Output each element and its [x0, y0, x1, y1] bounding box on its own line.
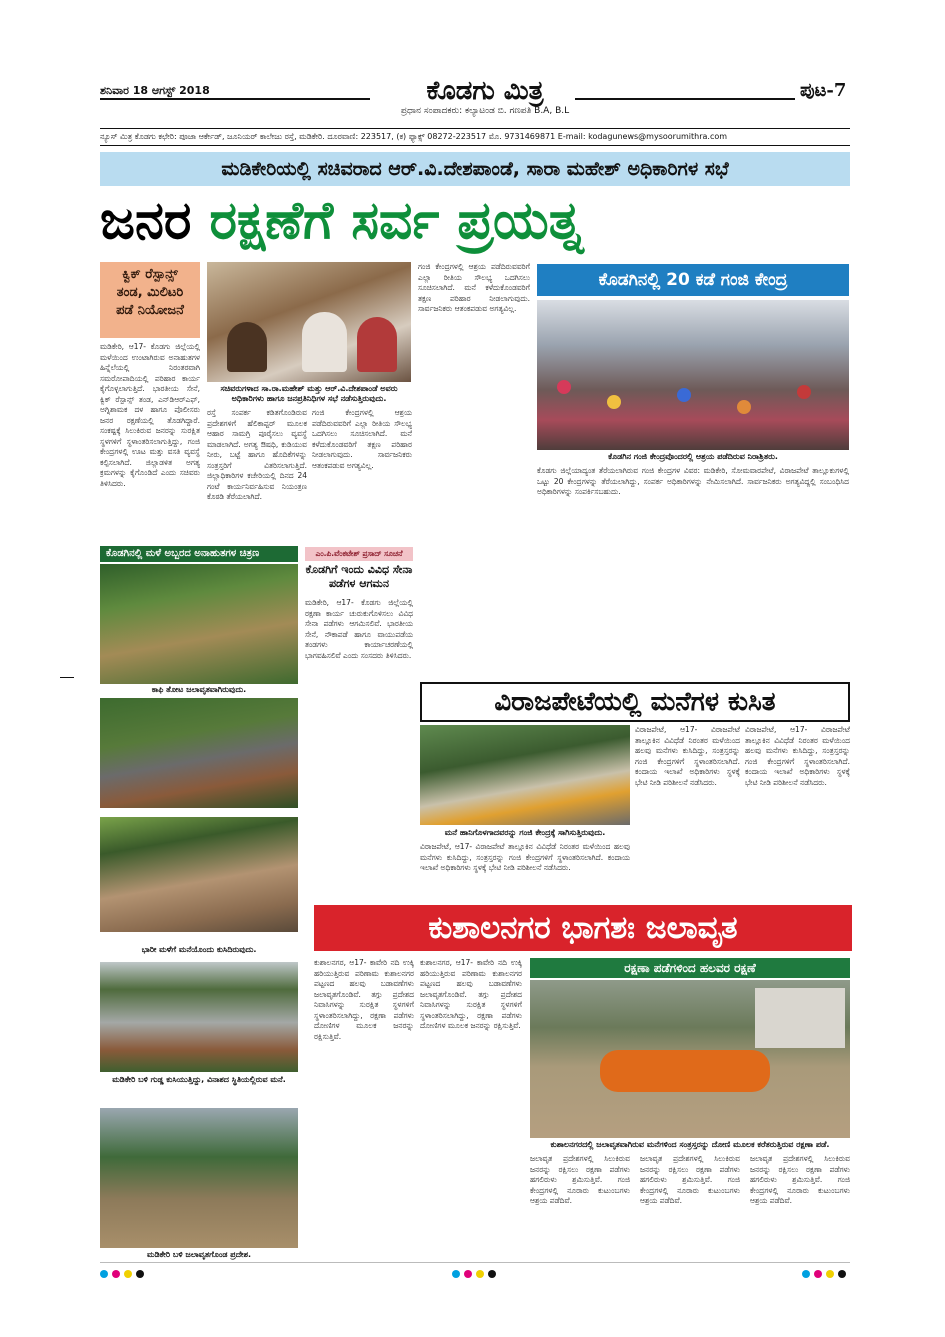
side-headline-line-3: ಪಡೆ ನಿಯೋಜನೆ [116, 303, 184, 318]
house-rubble-photo [100, 817, 298, 932]
article-column-8c: ಜಲಾವೃತ ಪ್ರದೇಶಗಳಲ್ಲಿ ಸಿಲುಕಿರುವ ಜನರನ್ನು ರಕ್ಷಿಸಲು ರಕ್ಷಣಾ ಪಡೆಗಳು ಹಗಲಿರುಳು ಶ್ರಮಿಸುತ್ತಿವೆ. ಗಂಜಿ ಕೇಂದ್ರಗಳಲ್ಲಿ ನೂರಾರು ಕುಟುಂಬಗಳು ಆಶ್ರಯ ಪಡೆದಿವೆ. [750, 1154, 850, 1205]
registration-mark-icon [826, 1270, 834, 1278]
side-headline-line-1: ಕ್ವಿಕ್ ರೆಸ್ಪಾನ್ಸ್ [122, 267, 178, 282]
registration-mark-icon [814, 1270, 822, 1278]
article-column-8: ಜಲಾವೃತ ಪ್ರದೇಶಗಳಲ್ಲಿ ಸಿಲುಕಿರುವ ಜನರನ್ನು ರಕ್ಷಿಸಲು ರಕ್ಷಣಾ ಪಡೆಗಳು ಹಗಲಿರುಳು ಶ್ರಮಿಸುತ್ತಿವೆ. ಗಂಜಿ ಕೇಂದ್ರಗಳಲ್ಲಿ ನೂರಾರು ಕುಟುಂಬಗಳು ಆಶ್ರಯ ಪಡೆದಿವೆ. [530, 1154, 630, 1205]
kushalnagar-headline: ಕುಶಾಲನಗರ ಭಾಗಶಃ ಜಲಾವೃತ [314, 905, 852, 951]
issue-date: ಶನಿವಾರ 18 ಆಗಸ್ಟ್ 2018 [100, 84, 210, 97]
flood-caption: ಮಡಿಕೇರಿ ಬಳಿ ಜಲಾವೃತಗೊಂಡ ಪ್ರದೇಶ. [146, 1250, 251, 1259]
person-figure [227, 322, 267, 372]
person-figure [557, 380, 571, 394]
registration-mark-icon [838, 1270, 846, 1278]
person-figure [607, 395, 621, 409]
registration-mark-icon [452, 1270, 460, 1278]
side-headline-line-2: ತಂಡ, ಮಿಲಿಟರಿ [116, 285, 184, 300]
article-column-3: ಗಂಜಿ ಕೇಂದ್ರಗಳಲ್ಲಿ ಆಶ್ರಯ ಪಡೆದಿರುವವರಿಗೆ ಎಲ್ಲಾ ರೀತಿಯ ಸೌಲಭ್ಯ ಒದಗಿಸಲು ಸೂಚಿಸಲಾಗಿದೆ. ಮನೆ ಕಳೆದುಕೊಂಡವರಿಗೆ ತಕ್ಷಣ ಪರಿಹಾರ ನೀಡಲಾಗುವುದು. ಸಾರ್ವಜನಿಕರು ಆತಂಕಪಡುವ ಅಗತ್ಯವಿಲ್ಲ. [312, 408, 412, 470]
coffee-estate-photo [100, 564, 298, 684]
house-shape [755, 988, 845, 1048]
crop-mark [60, 677, 74, 678]
person-figure [357, 317, 397, 372]
relief-caption: ಕೊಡಗಿನ ಗಂಜಿ ಕೇಂದ್ರವೊಂದರಲ್ಲಿ ಆಶ್ರಯ ಪಡೆದಿರುವ ನಿರಾಶ್ರಿತರು. [608, 452, 778, 461]
rescue-forces-header: ರಕ್ಷಣಾ ಪಡೆಗಳಿಂದ ಹಲವರ ರಕ್ಷಣೆ [530, 958, 850, 978]
person-figure [797, 385, 811, 399]
boat-rescue-photo [530, 980, 850, 1138]
main-headline [100, 188, 850, 254]
registration-mark-icon [488, 1270, 496, 1278]
article-column-6b: ವಿರಾಜಪೇಟೆ, ಆ17- ವಿರಾಜಪೇಟೆ ತಾಲ್ಲೂಕಿನ ವಿವಿಧೆಡೆ ನಿರಂತರ ಮಳೆಯಿಂದ ಹಲವು ಮನೆಗಳು ಕುಸಿದಿದ್ದು, ಸಂತ್ರಸ್ತರನ್ನು ಗಂಜಿ ಕೇಂದ್ರಗಳಿಗೆ ಸ್ಥಳಾಂತರಿಸಲಾಗಿದೆ. ಕಂದಾಯ ಇಲಾಖೆ ಅಧಿಕಾರಿಗಳು ಸ್ಥಳಕ್ಕೆ ಭೇಟಿ ನೀಡಿ ಪರಿಶೀಲನೆ ನಡೆಸಿದರು. [745, 725, 850, 787]
editor-line: ಪ್ರಧಾನ ಸಂಪಾದಕರು: ಕಲ್ಯಾಟಂಡ ಬಿ. ಗಣಪತಿ B.A, B.L [400, 106, 570, 116]
army-arrival-headline: ಕೊಡಗಿಗೆ ಇಂದು ವಿವಿಧ ಸೇನಾ ಪಡೆಗಳ ಆಗಮನ [305, 563, 413, 590]
boat-caption: ಕುಶಾಲನಗರದಲ್ಲಿ ಜಲಾವೃತವಾಗಿರುವ ಮನೆಗಳಿಂದ ಸಂತ್ರಸ್ತರನ್ನು ದೋಣಿ ಮೂಲಕ ಕರೆತರುತ್ತಿರುವ ರಕ್ಷಣಾ ಪಡೆ. [550, 1140, 830, 1149]
header-rule-right [575, 98, 795, 100]
registration-mark-icon [802, 1270, 810, 1278]
meeting-caption: ಸಚಿವರುಗಳಾದ ಸಾ.ರಾ.ಮಹೇಶ್ ಮತ್ತು ಆರ್.ವಿ.ದೇಶಪಾಂಡೆ ಅವರು ಅಧಿಕಾರಿಗಳು ಹಾಗೂ ಜನಪ್ರತಿನಿಧಿಗಳ ಸಭೆ ನಡೆಸುತ್ತಿರುವುದು. [220, 384, 398, 403]
person-figure [302, 312, 347, 372]
headline-part-2: ರಕ್ಷಣೆಗೆ ಸರ್ವ ಪ್ರಯತ್ನ [209, 191, 584, 251]
house-caption: ಮಡಿಕೇರಿ ಬಳಿ ಗುಡ್ಡ ಕುಸಿಯುತ್ತಿದ್ದು, ವಿನಾಶದ ಸ್ಥಿತಿಯಲ್ಲಿರುವ ಮನೆ. [112, 1075, 286, 1084]
mp-instruction-tag: ಎಂ.ಪಿ.ವೆಂಕಟೇಶ್ ಪ್ರಸಾದ್ ಸೂಚನೆ [305, 547, 413, 561]
relief-centre-list: ಕೊಡಗು ಜಿಲ್ಲೆಯಾದ್ಯಂತ ತೆರೆಯಲಾಗಿರುವ ಗಂಜಿ ಕೇಂದ್ರಗಳ ವಿವರ: ಮಡಿಕೇರಿ, ಸೋಮವಾರಪೇಟೆ, ವಿರಾಜಪೇಟೆ ತಾಲ್ಲೂಕುಗಳಲ್ಲಿ ಒಟ್ಟು 20 ಕೇಂದ್ರಗಳನ್ನು ತೆರೆಯಲಾಗಿದ್ದು, ಸಂಪರ್ಕ ಅಧಿಕಾರಿಗಳನ್ನು ನೇಮಿಸಲಾಗಿದೆ. ಸಾರ್ವಜನಿಕರು ಅಗತ್ಯವಿದ್ದಲ್ಲಿ ಸಂಬಂಧಿಸಿದ ಅಧಿಕಾರಿಗಳನ್ನು ಸಂಪರ್ಕಿಸಬಹುದು. [537, 466, 849, 496]
rain-disasters-header: ಕೊಡಗಿನಲ್ಲಿ ಮಳೆ ಅಬ್ಬರದ ಅನಾಹುತಗಳ ಚಿತ್ರಣ [100, 546, 298, 562]
masthead-logo: ಕೊಡಗು ಮಿತ್ರ [426, 76, 544, 106]
landslide-house-photo [100, 962, 298, 1072]
road-collapse-photo [100, 698, 298, 808]
article-column-6: ವಿರಾಜಪೇಟೆ, ಆ17- ವಿರಾಜಪೇಟೆ ತಾಲ್ಲೂಕಿನ ವಿವಿಧೆಡೆ ನಿರಂತರ ಮಳೆಯಿಂದ ಹಲವು ಮನೆಗಳು ಕುಸಿದಿದ್ದು, ಸಂತ್ರಸ್ತರನ್ನು ಗಂಜಿ ಕೇಂದ್ರಗಳಿಗೆ ಸ್ಥಳಾಂತರಿಸಲಾಗಿದೆ. ಕಂದಾಯ ಇಲಾಖೆ ಅಧಿಕಾರಿಗಳು ಸ್ಥಳಕ್ಕೆ ಭೇಟಿ ನೀಡಿ ಪರಿಶೀಲನೆ ನಡೆಸಿದರು. [635, 725, 740, 787]
article-column-7: ಕುಶಾಲನಗರ, ಆ17- ಕಾವೇರಿ ನದಿ ಉಕ್ಕಿ ಹರಿಯುತ್ತಿರುವ ಪರಿಣಾಮ ಕುಶಾಲನಗರ ಪಟ್ಟಣದ ಹಲವು ಬಡಾವಣೆಗಳು ಜಲಾವೃತಗೊಂಡಿವೆ. ತಗ್ಗು ಪ್ರದೇಶದ ನಿವಾಸಿಗಳನ್ನು ಸುರಕ್ಷಿತ ಸ್ಥಳಗಳಿಗೆ ಸ್ಥಳಾಂತರಿಸಲಾಗಿದ್ದು, ರಕ್ಷಣಾ ಪಡೆಗಳು ದೋಣಿಗಳ ಮೂಲಕ ಜನರನ್ನು ರಕ್ಷಿಸುತ್ತಿವೆ. [314, 958, 414, 1041]
registration-mark-icon [112, 1270, 120, 1278]
footer-rule [100, 1262, 850, 1263]
headline-part-1: ಜನರ [100, 191, 192, 251]
header-rule-left [100, 98, 370, 100]
registration-mark-icon [136, 1270, 144, 1278]
side-headline [100, 262, 200, 338]
rescue-caption: ಮನೆ ಹಾನಿಗೊಳಗಾದವರನ್ನು ಗಂಜಿ ಕೇಂದ್ರಕ್ಕೆ ಸಾಗಿಸುತ್ತಿರುವುದು. [444, 828, 606, 837]
article-column-7b: ಕುಶಾಲನಗರ, ಆ17- ಕಾವೇರಿ ನದಿ ಉಕ್ಕಿ ಹರಿಯುತ್ತಿರುವ ಪರಿಣಾಮ ಕುಶಾಲನಗರ ಪಟ್ಟಣದ ಹಲವು ಬಡಾವಣೆಗಳು ಜಲಾವೃತಗೊಂಡಿವೆ. ತಗ್ಗು ಪ್ರದೇಶದ ನಿವಾಸಿಗಳನ್ನು ಸುರಕ್ಷಿತ ಸ್ಥಳಗಳಿಗೆ ಸ್ಥಳಾಂತರಿಸಲಾಗಿದ್ದು, ರಕ್ಷಣಾ ಪಡೆಗಳು ದೋಣಿಗಳ ಮೂಲಕ ಜನರನ್ನು ರಕ್ಷಿಸುತ್ತಿವೆ. [420, 958, 522, 1030]
registration-mark-icon [124, 1270, 132, 1278]
article-column-3b: ಗಂಜಿ ಕೇಂದ್ರಗಳಲ್ಲಿ ಆಶ್ರಯ ಪಡೆದಿರುವವರಿಗೆ ಎಲ್ಲಾ ರೀತಿಯ ಸೌಲಭ್ಯ ಒದಗಿಸಲು ಸೂಚಿಸಲಾಗಿದೆ. ಮನೆ ಕಳೆದುಕೊಂಡವರಿಗೆ ತಕ್ಷಣ ಪರಿಹಾರ ನೀಡಲಾಗುವುದು. ಸಾರ್ವಜನಿಕರು ಆತಂಕಪಡುವ ಅಗತ್ಯವಿಲ್ಲ. [418, 262, 530, 313]
registration-mark-icon [476, 1270, 484, 1278]
article-column-1: ಮಡಿಕೇರಿ, ಆ17- ಕೊಡಗು ಜಿಲ್ಲೆಯಲ್ಲಿ ಮಳೆಯಿಂದ ಉಂಟಾಗಿರುವ ಅನಾಹುತಗಳ ಹಿನ್ನೆಲೆಯಲ್ಲಿ ನಿರಂತರವಾಗಿ ಸಮರೋಪಾದಿಯಲ್ಲಿ ಪರಿಹಾರ ಕಾರ್ಯ ಕೈಗೊಳ್ಳಲಾಗುತ್ತಿದೆ. ಭಾರತೀಯ ಸೇನೆ, ಕ್ವಿಕ್ ರೆಸ್ಪಾನ್ಸ್ ತಂಡ, ಎನ್‌ಡಿಆರ್‌ಎಫ್, ಅಗ್ನಿಶಾಮಕ ದಳ ಹಾಗೂ ಪೊಲೀಸರು ಜನರ ರಕ್ಷಣೆಯಲ್ಲಿ ತೊಡಗಿದ್ದಾರೆ. ಸಂಕಷ್ಟಕ್ಕೆ ಸಿಲುಕಿರುವ ಜನರನ್ನು ಸುರಕ್ಷಿತ ಸ್ಥಳಗಳಿಗೆ ಸ್ಥಳಾಂತರಿಸಲಾಗುತ್ತಿದ್ದು, ಗಂಜಿ ಕೇಂದ್ರಗಳಲ್ಲಿ ಊಟ ಮತ್ತು ವಸತಿ ವ್ಯವಸ್ಥೆ ಕಲ್ಪಿಸಲಾಗಿದೆ. ಜಿಲ್ಲಾಡಳಿತ ಅಗತ್ಯ ಕ್ರಮಗಳನ್ನು ಕೈಗೊಂಡಿದೆ ಎಂದು ಸಚಿವರು ತಿಳಿಸಿದರು. [100, 342, 200, 488]
flooded-area-photo [100, 1108, 298, 1248]
coffee-caption: ಕಾಫಿ ತೋಟ ಜಲಾವೃತವಾಗಿರುವುದು. [151, 685, 247, 694]
page-number: ಪುಟ-7 [800, 80, 847, 101]
article-column-8b: ಜಲಾವೃತ ಪ್ರದೇಶಗಳಲ್ಲಿ ಸಿಲುಕಿರುವ ಜನರನ್ನು ರಕ್ಷಿಸಲು ರಕ್ಷಣಾ ಪಡೆಗಳು ಹಗಲಿರುಳು ಶ್ರಮಿಸುತ್ತಿವೆ. ಗಂಜಿ ಕೇಂದ್ರಗಳಲ್ಲಿ ನೂರಾರು ಕುಟುಂಬಗಳು ಆಶ್ರಯ ಪಡೆದಿವೆ. [640, 1154, 740, 1205]
virajpet-headline: ವಿರಾಜಪೇಟೆಯಲ್ಲಿ ಮನೆಗಳ ಕುಸಿತ [420, 682, 850, 722]
relief-centres-header: ಕೊಡಗಿನಲ್ಲಿ 20 ಕಡೆ ಗಂಜಿ ಕೇಂದ್ರ [537, 264, 849, 296]
office-info-strip: ನ್ಯೂಸ್ ಮಿತ್ರ ಕೊಡಗು ಕಛೇರಿ: ಪೂಜಾ ಆರ್ಕೇಡ್, ಜೂನಿಯರ್ ಕಾಲೇಜು ರಸ್ತೆ, ಮಡಿಕೇರಿ. ದೂರವಾಣಿ: 223517, (ಕ) ಫ್ಯಾಕ್ಸ್ 08272-223517 ಮೊ. 9731469871 E-mail: kodagunews@mysoorumithra.com [100, 128, 850, 146]
person-figure [737, 400, 751, 414]
registration-mark-icon [464, 1270, 472, 1278]
person-figure [677, 388, 691, 402]
meeting-photo [207, 262, 411, 382]
rubble-caption: ಭಾರೀ ಮಳೆಗೆ ಮನೆಯೊಂದು ಕುಸಿದಿರುವುದು. [141, 945, 257, 954]
article-column-5: ಮಡಿಕೇರಿ, ಆ17- ಕೊಡಗು ಜಿಲ್ಲೆಯಲ್ಲಿ ರಕ್ಷಣಾ ಕಾರ್ಯ ಚುರುಕುಗೊಳಿಸಲು ವಿವಿಧ ಸೇನಾ ಪಡೆಗಳು ಆಗಮಿಸಲಿವೆ. ಭಾರತೀಯ ಸೇನೆ, ನೌಕಾಪಡೆ ಹಾಗೂ ವಾಯುಪಡೆಯ ತಂಡಗಳು ಕಾರ್ಯಾಚರಣೆಯಲ್ಲಿ ಭಾಗವಹಿಸಲಿವೆ ಎಂದು ಸಂಸದರು ತಿಳಿಸಿದರು. [305, 598, 413, 660]
rescue-photo [420, 725, 630, 825]
registration-mark-icon [100, 1270, 108, 1278]
article-column-2: ರಸ್ತೆ ಸಂಪರ್ಕ ಕಡಿತಗೊಂಡಿರುವ ಪ್ರದೇಶಗಳಿಗೆ ಹೆಲಿಕಾಪ್ಟರ್ ಮೂಲಕ ಆಹಾರ ಸಾಮಗ್ರಿ ಪೂರೈಸಲು ವ್ಯವಸ್ಥೆ ಮಾಡಲಾಗಿದೆ. ಅಗತ್ಯ ಔಷಧಿ, ಕುಡಿಯುವ ನೀರು, ಬಟ್ಟೆ ಹಾಗೂ ಹೊದಿಕೆಗಳನ್ನು ಸಂತ್ರಸ್ತರಿಗೆ ವಿತರಿಸಲಾಗುತ್ತಿದೆ. ಜಿಲ್ಲಾಧಿಕಾರಿಗಳ ಕಚೇರಿಯಲ್ಲಿ ದಿನದ 24 ಗಂಟೆ ಕಾರ್ಯನಿರ್ವಹಿಸುವ ನಿಯಂತ್ರಣ ಕೊಠಡಿ ತೆರೆಯಲಾಗಿದೆ. [207, 408, 307, 501]
article-column-6c: ವಿರಾಜಪೇಟೆ, ಆ17- ವಿರಾಜಪೇಟೆ ತಾಲ್ಲೂಕಿನ ವಿವಿಧೆಡೆ ನಿರಂತರ ಮಳೆಯಿಂದ ಹಲವು ಮನೆಗಳು ಕುಸಿದಿದ್ದು, ಸಂತ್ರಸ್ತರನ್ನು ಗಂಜಿ ಕೇಂದ್ರಗಳಿಗೆ ಸ್ಥಳಾಂತರಿಸಲಾಗಿದೆ. ಕಂದಾಯ ಇಲಾಖೆ ಅಧಿಕಾರಿಗಳು ಸ್ಥಳಕ್ಕೆ ಭೇಟಿ ನೀಡಿ ಪರಿಶೀಲನೆ ನಡೆಸಿದರು. [420, 842, 630, 872]
relief-centre-photo [537, 300, 849, 450]
top-banner: ಮಡಿಕೇರಿಯಲ್ಲಿ ಸಚಿವರಾದ ಆರ್.ವಿ.ದೇಶಪಾಂಡೆ, ಸಾರಾ ಮಹೇಶ್ ಅಧಿಕಾರಿಗಳ ಸಭೆ [100, 152, 850, 186]
rescue-boat [600, 1050, 770, 1092]
